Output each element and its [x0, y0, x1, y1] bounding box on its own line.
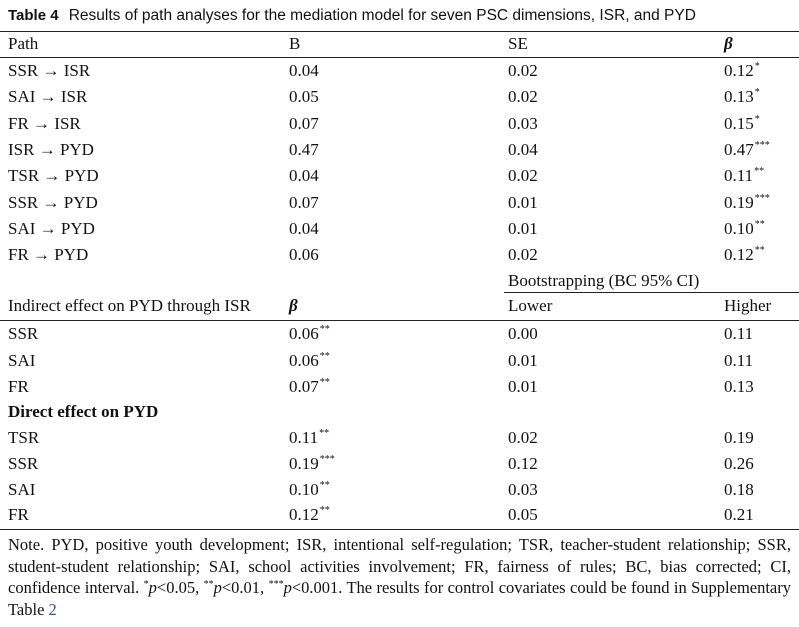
beta-value: 0.07 — [289, 377, 319, 396]
direct-lower: 0.12 — [508, 453, 538, 473]
header-beta: β — [724, 34, 733, 53]
path-se: 0.02 — [508, 87, 538, 107]
bottom-rule — [0, 529, 799, 530]
indirect-name: FR — [8, 377, 29, 396]
path-se: 0.02 — [508, 61, 538, 80]
higher-header: Higher — [724, 296, 772, 315]
beta-value: 0.11 — [289, 428, 319, 447]
path-beta — [724, 219, 765, 239]
direct-higher: 0.21 — [724, 505, 754, 525]
note-sig-1: * — [143, 579, 149, 590]
direct-lower: 0.02 — [508, 428, 538, 447]
direct-higher: 0.26 — [724, 453, 754, 473]
note-p-2: p — [213, 578, 222, 597]
direct-name: TSR — [8, 428, 40, 447]
direct-higher: 0.18 — [724, 479, 754, 499]
note-p-3: p — [283, 578, 292, 597]
significance-marker: * — [754, 61, 760, 72]
path-beta — [724, 245, 765, 265]
beta-value: 0.10 — [724, 218, 754, 238]
header-rule — [0, 57, 799, 58]
bootstrap-rule — [504, 292, 799, 293]
significance-marker: ** — [319, 377, 330, 388]
significance-marker: * — [754, 87, 760, 99]
beta-value: 0.06 — [289, 350, 319, 370]
beta-value: 0.15 — [724, 113, 754, 133]
note-lead: Note. PYD, positive youth development; ISR, intentional self-regulation; TSR, teacher-student relationship; SSR, student-student relationship; SAI, school activities involvement; FR, fairness of rules; BC, bias corrected; CI, confidence interval. — [8, 535, 791, 597]
path-b: 0.05 — [289, 87, 319, 107]
header-path: Path — [8, 34, 39, 53]
note-sig-3: *** — [268, 579, 284, 590]
beta-value: 0.12 — [289, 505, 319, 525]
significance-marker: ** — [319, 428, 330, 439]
effects-beta-header: β — [289, 296, 298, 315]
path-b: 0.07 — [289, 113, 319, 133]
path-se: 0.04 — [508, 139, 538, 159]
direct-beta — [289, 505, 330, 525]
note-threshold-2: <0.01, — [221, 578, 269, 597]
path-label: FR → ISR — [8, 113, 81, 133]
lower-header: Lower — [508, 296, 553, 315]
path-beta — [724, 61, 760, 81]
path-beta — [724, 140, 770, 160]
top-rule — [0, 31, 799, 32]
beta-value: 0.10 — [289, 479, 319, 499]
significance-marker: ** — [754, 166, 765, 178]
table-caption — [8, 5, 696, 25]
header-b: B — [289, 34, 301, 53]
significance-marker: ** — [319, 505, 330, 517]
significance-marker: ** — [319, 324, 330, 335]
significance-marker: ** — [754, 218, 765, 230]
indirect-name: SSR — [8, 324, 39, 343]
indirect-higher: 0.13 — [724, 377, 754, 396]
significance-marker: ** — [319, 479, 330, 491]
path-b: 0.47 — [289, 139, 319, 159]
beta-value: 0.19 — [724, 192, 754, 212]
indirect-beta — [289, 351, 330, 371]
supplementary-table-link[interactable]: 2 — [48, 599, 57, 619]
beta-value: 0.13 — [724, 87, 754, 107]
beta-value: 0.19 — [289, 453, 319, 473]
effects-header-rule — [0, 320, 799, 321]
direct-beta — [289, 480, 330, 500]
significance-marker: ** — [319, 350, 330, 362]
indirect-name: SAI — [8, 350, 36, 370]
indirect-effect-header: Indirect effect on PYD through ISR — [8, 296, 251, 315]
path-se: 0.03 — [508, 113, 538, 133]
note-sig-2: ** — [203, 579, 214, 590]
indirect-lower: 0.01 — [508, 350, 538, 370]
note-p-1: p — [148, 578, 157, 597]
beta-value: 0.12 — [724, 245, 754, 265]
path-b: 0.06 — [289, 245, 319, 265]
significance-marker: *** — [754, 192, 770, 204]
indirect-beta — [289, 324, 330, 344]
path-label: ISR → PYD — [8, 139, 94, 159]
path-se: 0.01 — [508, 192, 538, 212]
significance-marker: ** — [754, 245, 765, 257]
path-label: SSR → PYD — [8, 192, 98, 212]
path-beta — [724, 114, 760, 134]
path-b: 0.04 — [289, 61, 319, 80]
path-label: TSR → PYD — [8, 166, 99, 186]
path-label: SAI → ISR — [8, 87, 88, 107]
beta-value: 0.06 — [289, 324, 319, 343]
indirect-beta — [289, 377, 330, 397]
indirect-lower: 0.01 — [508, 377, 538, 396]
beta-value: 0.47 — [724, 139, 754, 159]
significance-marker: *** — [319, 453, 335, 465]
direct-effect-title: Direct effect on PYD — [8, 402, 159, 421]
table-title: Results of path analyses for the mediation model for seven PSC dimensions, ISR, and PYD — [68, 7, 696, 24]
path-se: 0.02 — [508, 166, 538, 186]
table-number: Table 4 — [8, 7, 59, 24]
path-beta — [724, 87, 760, 107]
path-beta — [724, 166, 764, 186]
direct-name: FR — [8, 505, 29, 525]
direct-lower: 0.03 — [508, 479, 538, 499]
path-b: 0.07 — [289, 192, 319, 212]
direct-lower: 0.05 — [508, 505, 538, 525]
indirect-higher: 0.11 — [724, 350, 754, 370]
significance-marker: * — [754, 113, 760, 125]
indirect-lower: 0.00 — [508, 324, 538, 343]
path-label: SAI → PYD — [8, 218, 95, 238]
path-beta — [724, 193, 770, 213]
note-threshold-1: <0.05, — [156, 578, 204, 597]
direct-beta — [289, 428, 329, 448]
direct-name: SAI — [8, 479, 36, 499]
significance-marker: *** — [754, 139, 770, 151]
path-label: FR → PYD — [8, 245, 89, 265]
table-note — [8, 534, 791, 620]
direct-name: SSR — [8, 453, 39, 473]
direct-higher: 0.19 — [724, 428, 754, 447]
indirect-higher: 0.11 — [724, 324, 754, 343]
path-b: 0.04 — [289, 218, 319, 238]
path-label: SSR → ISR — [8, 61, 91, 80]
beta-value: 0.11 — [724, 166, 754, 186]
bootstrap-header: Bootstrapping (BC 95% CI) — [508, 271, 700, 290]
note-threshold-3: <0.001. The results for control covariates could be found in Supplementary Table — [8, 578, 791, 619]
header-se: SE — [508, 34, 528, 53]
direct-beta — [289, 454, 335, 474]
path-se: 0.02 — [508, 245, 538, 265]
path-se: 0.01 — [508, 218, 538, 238]
beta-value: 0.12 — [724, 61, 754, 80]
path-b: 0.04 — [289, 166, 319, 186]
